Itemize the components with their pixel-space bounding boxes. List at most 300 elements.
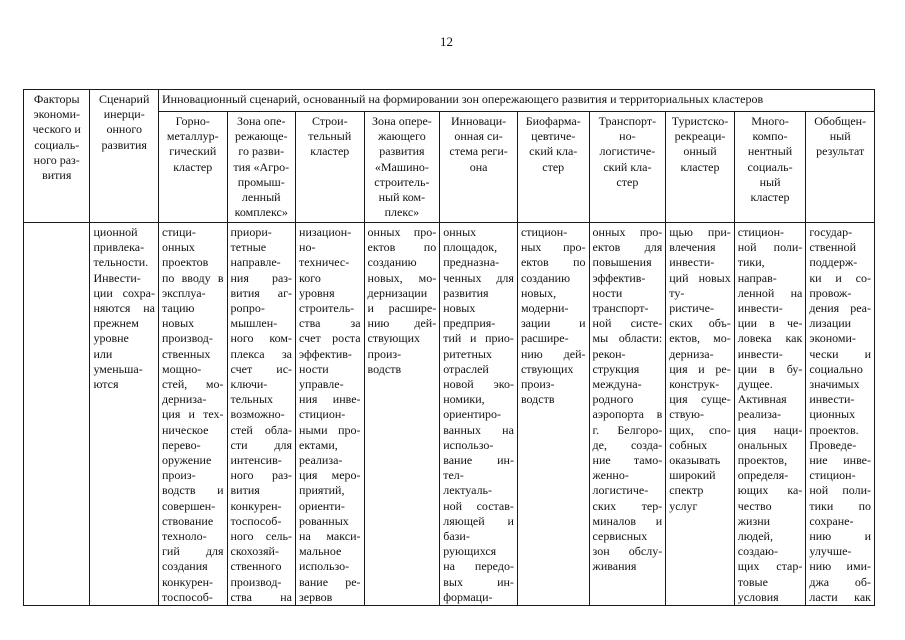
text-line: струкция — [592, 361, 640, 376]
text-line: кого — [299, 270, 321, 285]
text-line: ектов по — [520, 255, 586, 270]
text-line: реализа- — [737, 407, 782, 422]
text-line: ванных на — [443, 422, 514, 437]
text-line: услуг — [669, 498, 698, 513]
text-line: рекреаци- — [674, 129, 726, 144]
body-construction-cluster-cell — [296, 223, 365, 606]
text-line: миналов и — [592, 513, 663, 528]
body-transport-logistics-cell — [589, 223, 666, 606]
text-line: междуна- — [592, 377, 642, 392]
text-line: вание ре- — [299, 574, 361, 589]
body-innovation-system-cell — [440, 223, 518, 606]
text-line: дерниза- — [161, 392, 207, 407]
text-line: логистиче- — [599, 144, 656, 159]
text-line: предприя- — [443, 316, 496, 331]
text-line: модерни- — [520, 301, 569, 316]
text-line: зон обслу- — [592, 544, 663, 559]
text-line: ритетных — [443, 346, 492, 361]
text-line: развития — [379, 144, 425, 159]
text-line: вание ин- — [443, 453, 514, 468]
text-line: площадок, — [443, 240, 498, 255]
body-factors-cell — [24, 223, 90, 606]
text-line: тельный — [308, 129, 352, 144]
text-line: широкий — [669, 468, 716, 483]
text-line: онных про- — [367, 225, 437, 239]
text-line: ки и со- — [809, 270, 871, 285]
text-line: сохране- — [809, 513, 854, 528]
text-line: ционных — [809, 407, 856, 422]
text-line: промыш- — [237, 174, 285, 189]
text-line: тия «Агро- — [233, 159, 290, 174]
text-line: ченных для — [443, 270, 514, 285]
text-line: Активная — [737, 392, 787, 407]
text-line: и расшире- — [367, 301, 437, 316]
text-line: вития — [42, 168, 72, 183]
text-line: развития — [443, 285, 489, 300]
text-line: счет ис- — [230, 361, 293, 376]
text-line: ский кла- — [529, 144, 578, 159]
text-line: Обобщен- — [814, 114, 867, 128]
text-line: металлур- — [166, 129, 219, 144]
text-line: инвести- — [737, 346, 783, 361]
header-construction-cluster — [296, 112, 365, 223]
text-line: социаль- — [747, 159, 793, 174]
header-mining-cluster — [158, 112, 227, 223]
text-line: де, созда- — [592, 437, 663, 452]
text-line: направле- — [230, 255, 281, 270]
text-line: новых — [443, 301, 476, 316]
text-line: эффектив- — [592, 270, 646, 285]
text-line: тоспособ- — [230, 513, 282, 528]
text-line: государ- — [809, 225, 853, 239]
text-line: режающе- — [235, 129, 288, 144]
text-line: Зона опе- — [237, 114, 286, 128]
text-line: использо- — [443, 437, 494, 452]
text-line: вых ин- — [443, 574, 514, 589]
text-line: ствование — [161, 513, 214, 528]
text-line: приятий, — [299, 483, 345, 498]
text-line: ция суще- — [669, 392, 731, 407]
text-line: щью при- — [669, 225, 731, 239]
text-line: Инноваци- — [450, 114, 507, 128]
text-line: тетные — [230, 240, 267, 255]
text-line: инерци- — [103, 107, 145, 122]
text-line: водств — [520, 392, 555, 407]
text-line: ция и ре- — [669, 361, 731, 376]
text-line: формаци- — [443, 589, 493, 604]
header-tourism-cluster — [666, 112, 735, 223]
text-line: ническое — [161, 422, 209, 437]
header-generalized-result — [806, 112, 875, 223]
text-line: ленной на — [737, 285, 803, 300]
text-line: ствую- — [669, 407, 705, 422]
text-line: значимых — [809, 377, 860, 392]
text-line: экономи- — [809, 331, 856, 346]
text-line: ристиче- — [669, 301, 715, 316]
text-line: ствующих — [520, 361, 574, 376]
text-line: поддерж- — [809, 255, 858, 270]
text-line: ствующих — [367, 331, 420, 346]
text-line: Инвести- — [93, 270, 141, 285]
text-line: реализа- — [299, 453, 343, 468]
header-social-cluster — [734, 112, 806, 223]
text-line: родного — [592, 392, 634, 407]
text-line: ектов для — [592, 240, 663, 255]
text-line: совершен- — [161, 498, 216, 513]
text-line: перево- — [161, 437, 201, 452]
text-line: номики, — [443, 392, 485, 407]
text-line: ственного — [230, 559, 282, 574]
text-line: водств — [367, 361, 402, 376]
text-line: созданию — [367, 255, 417, 270]
text-line: стема реги- — [449, 144, 508, 159]
text-line: мальное — [299, 544, 342, 559]
text-line: плекса за — [230, 346, 293, 361]
text-line: новых, мо- — [367, 270, 437, 285]
text-line: нию и — [809, 529, 871, 544]
text-line: людей, — [737, 529, 773, 544]
text-line: ция меро- — [299, 468, 361, 483]
text-line: товые — [737, 574, 768, 589]
text-line: тел- — [443, 468, 464, 483]
text-line: Строи- — [311, 114, 348, 128]
text-line: ного раз- — [230, 468, 293, 483]
header-biopharma-cluster — [517, 112, 589, 223]
text-line: ловека как — [737, 331, 803, 346]
text-line: онная си- — [454, 129, 503, 144]
text-line: щих стар- — [737, 559, 803, 574]
text-line: ства на — [230, 589, 293, 604]
body-agro-zone-cell — [227, 223, 296, 606]
text-line: тельных — [230, 392, 274, 407]
text-line: стицион- — [299, 407, 346, 422]
text-line: жизни — [737, 513, 771, 528]
text-line: но- — [299, 240, 316, 255]
text-line: водств и — [161, 483, 224, 498]
text-line: стер — [542, 159, 565, 174]
text-line: ной поли- — [737, 240, 803, 255]
text-line: привлека- — [93, 240, 145, 255]
text-line: рующихся — [443, 544, 497, 559]
text-line: созданию — [520, 270, 571, 285]
text-line: производ- — [161, 331, 213, 346]
text-line: использо- — [299, 559, 350, 574]
header-agro-zone — [227, 112, 296, 223]
text-line: строитель- — [374, 174, 430, 189]
text-line: зации и — [520, 316, 586, 331]
text-line: мы области: — [592, 331, 663, 346]
text-line: аэропорта в — [592, 407, 663, 422]
text-line: сти для — [230, 437, 293, 452]
text-line: условия — [737, 589, 779, 604]
text-line: тий и прио- — [443, 331, 514, 346]
header-row-1 — [24, 90, 875, 112]
text-line: интенсив- — [230, 453, 282, 468]
text-line: спектр — [669, 483, 704, 498]
text-line: строитель- — [299, 301, 355, 316]
text-line: Горно- — [175, 114, 210, 128]
text-line: лизации — [809, 316, 852, 331]
text-line: стици- — [161, 225, 196, 239]
text-line: на передо- — [443, 559, 514, 574]
header-innovative-scenario-title: Инновационный сценарий, основанный на формировании зон опережающего развития и территориальных кластеров — [158, 90, 874, 112]
text-line: отраслей — [443, 361, 489, 376]
text-line: произ- — [367, 346, 402, 361]
text-line: ный — [759, 174, 781, 189]
text-line: техничес- — [299, 255, 350, 270]
text-line: инвести- — [669, 255, 715, 270]
text-line: ной состав- — [443, 498, 514, 513]
text-line: ными про- — [299, 422, 361, 437]
text-line: повышения — [592, 255, 652, 270]
text-line: ляющей и — [443, 513, 514, 528]
text-line: ектами, — [299, 437, 338, 452]
text-line: зервов — [299, 589, 333, 604]
text-line: ных про- — [520, 240, 586, 255]
text-line: ной систе- — [592, 316, 663, 331]
text-line: рекон- — [592, 346, 626, 361]
text-line: онный — [683, 144, 717, 159]
text-line: ственной — [809, 240, 857, 255]
text-line: Зона опере- — [371, 114, 432, 128]
text-line: приори- — [230, 225, 272, 239]
text-line: уровне — [93, 331, 129, 346]
text-line: социально — [809, 361, 863, 376]
text-line: дернизации — [367, 285, 428, 300]
text-line: гический — [169, 144, 217, 159]
header-machine-building-zone — [364, 112, 440, 223]
text-line: расшире- — [520, 331, 569, 346]
text-line: Транспорт- — [598, 114, 657, 128]
text-line: вития аг- — [230, 285, 293, 300]
text-line: гий для — [161, 544, 224, 559]
text-line: ции в бу- — [737, 361, 803, 376]
text-line: проектов, — [737, 453, 788, 468]
text-line: мышлен- — [230, 316, 278, 331]
text-line: влечения — [669, 240, 716, 255]
text-line: конструк- — [669, 377, 720, 392]
text-line: ственных — [161, 346, 211, 361]
text-line: новой эко- — [443, 377, 514, 392]
text-line: Туристско- — [671, 114, 729, 128]
text-line: жающего — [377, 129, 426, 144]
text-line: дущее. — [737, 377, 773, 392]
text-line: или — [93, 346, 113, 361]
text-line: чески и — [809, 346, 871, 361]
text-line: но- — [619, 129, 636, 144]
text-line: нию дей- — [520, 346, 586, 361]
text-line: ности — [299, 361, 329, 376]
text-line: сервисных — [592, 529, 648, 544]
text-line: эффектив- — [299, 346, 352, 361]
text-line: ние тамо- — [592, 453, 663, 468]
text-line: компо- — [752, 129, 788, 144]
text-line: уровня — [299, 285, 335, 300]
text-line: ский кла- — [603, 159, 652, 174]
text-line: по вводу в — [161, 270, 224, 285]
text-line: стер — [616, 174, 639, 189]
text-line: улучше- — [809, 544, 852, 559]
text-line: скохозяй- — [230, 544, 279, 559]
body-row — [24, 223, 875, 606]
text-line: джа об- — [809, 574, 871, 589]
text-line: тацию — [161, 301, 195, 316]
text-line: ленный — [241, 190, 281, 205]
text-line: направ- — [737, 270, 777, 285]
text-line: ния раз- — [230, 270, 293, 285]
text-line: ских тер- — [592, 498, 663, 513]
text-line: кластер — [173, 159, 213, 174]
text-line: эксплуа- — [161, 285, 206, 300]
text-line: дерниза- — [669, 346, 714, 361]
text-line: ционной — [93, 225, 138, 239]
text-line: лектуаль- — [443, 483, 493, 498]
text-line: ние инве- — [809, 453, 871, 468]
text-line: возможно- — [230, 407, 285, 422]
text-line: ный ком- — [378, 190, 426, 205]
text-line: стицион- — [520, 225, 568, 239]
text-line: цевтиче- — [531, 129, 576, 144]
text-line: управле- — [299, 377, 344, 392]
body-mining-cluster-cell — [158, 223, 227, 606]
text-line: ту- — [669, 285, 685, 300]
text-line: го разви- — [238, 144, 285, 159]
text-line: новых — [161, 316, 195, 331]
text-line: «Машино- — [374, 159, 429, 174]
text-line: кластер — [750, 190, 790, 205]
page-number: 12 — [440, 34, 453, 49]
text-line: проектов. — [809, 422, 859, 437]
text-line: онных — [161, 240, 195, 255]
text-line: проектов — [161, 255, 209, 270]
text-line: ектов по — [367, 240, 437, 255]
text-line: ного ком- — [230, 331, 293, 346]
text-line: нию дей- — [367, 316, 437, 331]
text-line: прежнем — [93, 316, 139, 331]
text-line: предназна- — [443, 255, 500, 270]
text-line: ропро- — [230, 301, 265, 316]
scenario-table — [23, 89, 875, 606]
text-line: ной поли- — [809, 483, 871, 498]
body-inertial-scenario-cell — [90, 223, 159, 606]
text-line: ских объ- — [669, 316, 731, 331]
text-line: щих, спо- — [669, 422, 731, 437]
text-line: дения реа- — [809, 301, 871, 316]
text-line: социаль- — [34, 137, 80, 152]
text-line: создания — [161, 559, 208, 574]
text-line: Биофарма- — [525, 114, 581, 128]
text-line: г. Белгоро- — [592, 422, 663, 437]
text-line: тики по — [809, 498, 871, 513]
text-line: создаю- — [737, 544, 778, 559]
text-line: тельности. — [93, 255, 149, 270]
text-line: низацион- — [299, 225, 352, 239]
text-line: ющих ка- — [737, 483, 803, 498]
text-line: ства за — [299, 316, 361, 331]
text-line: ональных — [737, 437, 788, 452]
text-line: онных — [443, 225, 477, 239]
text-line: няются на — [93, 301, 155, 316]
text-line: производ- — [230, 574, 282, 589]
text-line: ного раз- — [33, 152, 80, 167]
text-line: ласти как — [809, 589, 871, 604]
text-line: уменьша- — [93, 361, 143, 376]
text-line: нентный — [747, 144, 793, 159]
text-line: женно- — [592, 468, 629, 483]
text-line: экономи- — [33, 107, 81, 122]
text-line: ориентиро- — [443, 407, 502, 422]
text-line: определя- — [737, 468, 789, 483]
text-line: рованных — [299, 513, 349, 528]
text-line: новых, — [520, 285, 557, 300]
body-generalized-result-cell — [806, 223, 875, 606]
body-social-cluster-cell — [734, 223, 806, 606]
text-line: инвести- — [809, 392, 855, 407]
text-line: Сценарий — [99, 92, 150, 106]
text-line: ния инве- — [299, 392, 361, 407]
text-line: онного — [106, 122, 142, 137]
text-line: стей, мо- — [161, 377, 224, 392]
text-line: тики, — [737, 255, 765, 270]
text-line: ключи- — [230, 377, 268, 392]
text-line: на макси- — [299, 529, 361, 544]
text-line: она — [469, 159, 488, 174]
text-line: логистиче- — [592, 483, 649, 498]
text-line: ного сель- — [230, 529, 293, 544]
text-line: бази- — [443, 529, 470, 544]
text-line: ный — [829, 129, 851, 144]
text-line: комплекс» — [234, 205, 288, 220]
text-line: произ- — [520, 377, 555, 392]
text-line: ориенти- — [299, 498, 345, 513]
text-line: ности — [592, 285, 623, 300]
text-line: ектов, мо- — [669, 331, 731, 346]
header-factors-cell — [24, 90, 90, 223]
text-line: стицион- — [809, 468, 856, 483]
text-line: техноло- — [161, 529, 207, 544]
text-line: ются — [93, 377, 119, 392]
text-line: Много- — [751, 114, 789, 128]
text-line: оружение — [161, 453, 212, 468]
text-line: ции в че- — [737, 316, 803, 331]
text-line: собных — [669, 437, 708, 452]
text-line: ция и тех- — [161, 407, 224, 422]
text-line: развития — [101, 137, 147, 152]
text-line: произ- — [161, 468, 196, 483]
text-line: Факторы — [33, 92, 80, 106]
header-innovation-system — [440, 112, 518, 223]
text-line: вития — [230, 483, 260, 498]
text-line: ций новых — [669, 270, 731, 285]
text-line: стицион- — [737, 225, 785, 239]
body-tourism-cell — [666, 223, 735, 606]
text-line: счет роста — [299, 331, 361, 346]
header-inertial-scenario-cell — [90, 90, 159, 223]
text-line: инвести- — [737, 301, 783, 316]
text-line: результат — [816, 144, 865, 159]
text-line: конкурен- — [230, 498, 282, 513]
text-line: Проведе- — [809, 437, 857, 452]
text-line: кластер — [310, 144, 350, 159]
text-line: живания — [592, 559, 637, 574]
text-line: провож- — [809, 285, 852, 300]
text-line: ция наци- — [737, 422, 803, 437]
text-line: транспорт- — [592, 301, 649, 316]
text-line: тоспособ- — [161, 589, 213, 604]
header-transport-logistics-cluster — [589, 112, 666, 223]
text-line: стей обла- — [230, 422, 293, 437]
text-line: мощно- — [161, 361, 202, 376]
